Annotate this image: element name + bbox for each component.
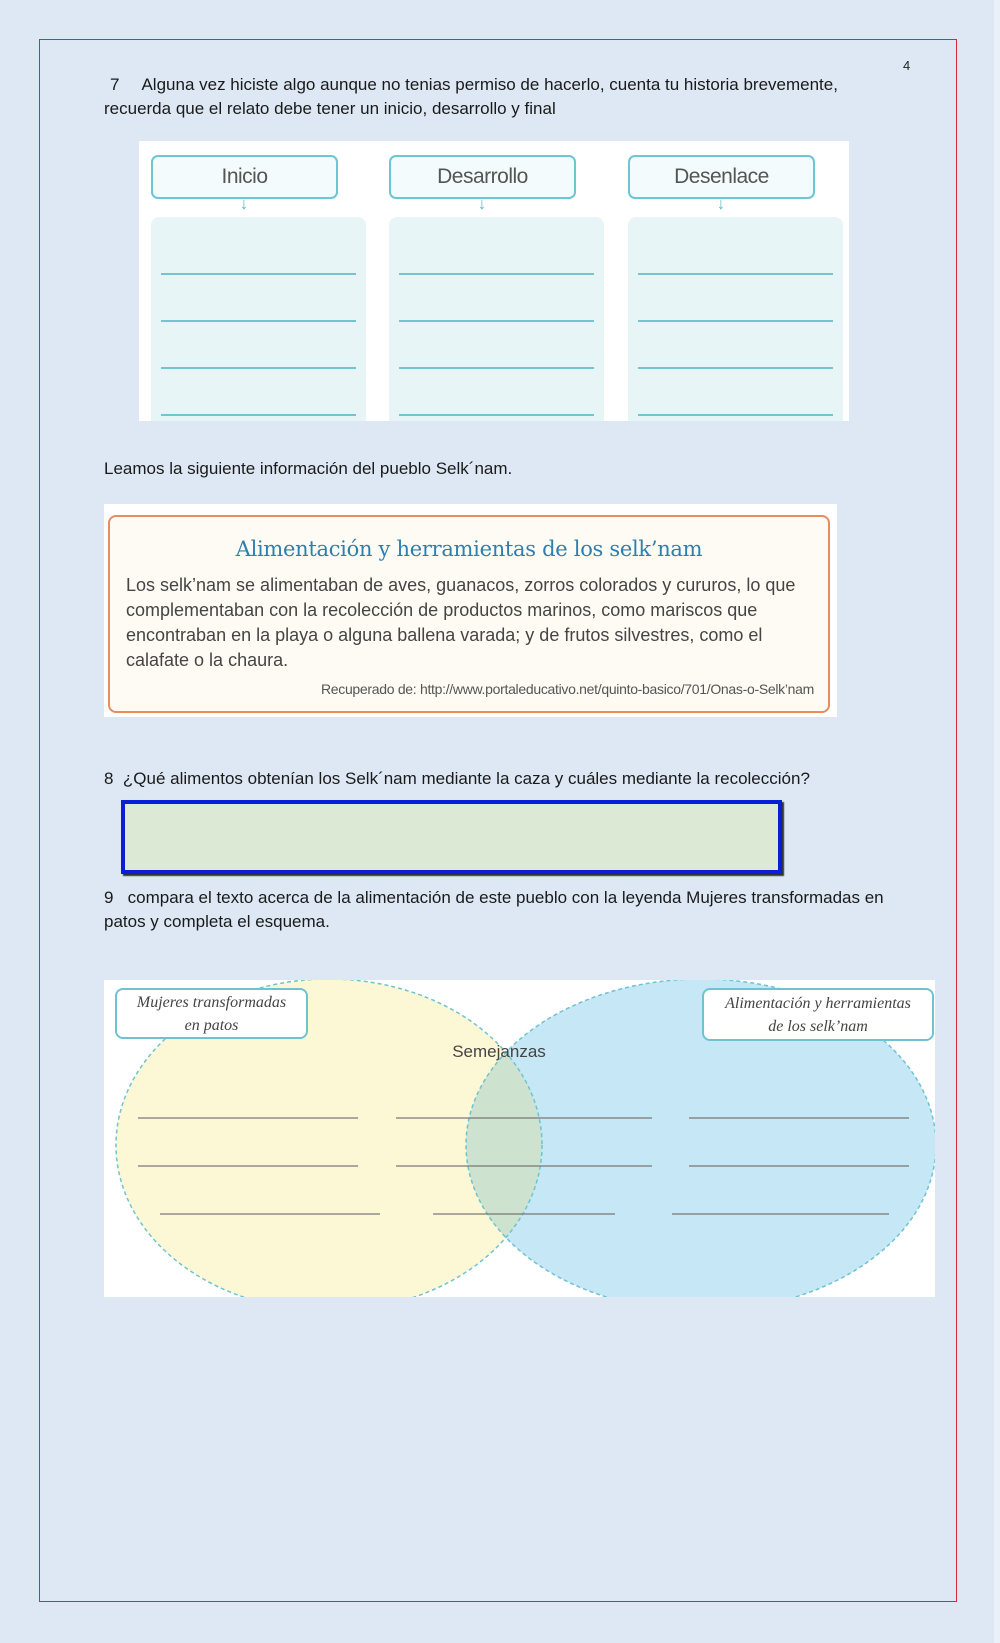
question-7-number: 7	[110, 75, 120, 94]
info-body: Los selk’nam se alimentaban de aves, guanacos, zorros colorados y cururos, lo que complementaban con la recolección de productos marinos, como mariscos que encontraban en la playa o alguna ballena varada; y de frutos silvestres, como el calafate o la chaura.	[126, 575, 796, 670]
writing-line	[638, 273, 833, 275]
story-header-inicio: Inicio	[151, 155, 338, 199]
question-8-text: ¿Qué alimentos obtenían los Selk´nam mediante la caza y cuáles mediante la recolección?	[122, 769, 810, 788]
reading-intro: Leamos la siguiente información del pueblo Selk´nam.	[104, 459, 513, 478]
page-number: 4	[903, 58, 911, 73]
story-diagram	[139, 141, 849, 421]
writing-line	[161, 367, 356, 369]
question-8	[104, 767, 934, 791]
venn-left-label	[115, 988, 308, 1039]
question-9-text: compara el texto acerca de la alimentación de este pueblo con la leyenda Mujeres transformadas en	[127, 888, 884, 907]
question-8-number: 8	[104, 769, 114, 788]
arrow-down-icon: ↓	[478, 196, 486, 213]
writing-line	[399, 367, 594, 369]
story-writing-area-desenlace[interactable]	[628, 217, 843, 421]
story-column-desenlace	[616, 141, 832, 421]
info-title: Alimentación y herramientas de los selk’nam	[235, 537, 703, 561]
writing-line	[638, 367, 833, 369]
writing-line	[161, 320, 356, 322]
story-column-inicio	[139, 141, 355, 421]
story-header-desenlace: Desenlace	[628, 155, 815, 199]
info-card-frame	[108, 515, 830, 713]
question-9	[104, 886, 934, 934]
arrow-down-icon: ↓	[240, 196, 248, 213]
story-column-desarrollo	[377, 141, 593, 421]
question-7-text-continued: recuerda que el relato debe tener un inicio, desarrollo y final	[104, 99, 556, 118]
venn-left-label-line2: en patos	[184, 1017, 239, 1034]
question-9-text-continued: patos y completa el esquema.	[104, 912, 330, 931]
writing-line	[399, 320, 594, 322]
info-source: Recuperado de: http://www.portaleducativo.net/quinto-basico/701/Onas-o-Selk’nam	[320, 681, 814, 697]
venn-right-label-line2: de los selk’nam	[768, 1018, 868, 1035]
story-writing-area-inicio[interactable]	[151, 217, 366, 421]
answer-input-8[interactable]	[121, 800, 782, 874]
arrow-down-icon: ↓	[717, 196, 725, 213]
writing-line	[399, 414, 594, 416]
writing-line	[161, 273, 356, 275]
question-9-number: 9	[104, 888, 114, 907]
writing-line	[638, 414, 833, 416]
venn-diagram	[104, 980, 935, 1297]
venn-left-label-line1: Mujeres transformadas	[136, 994, 287, 1011]
page-edge	[994, 0, 1000, 1643]
writing-line	[638, 320, 833, 322]
question-7	[104, 73, 934, 121]
writing-line	[399, 273, 594, 275]
story-writing-area-desarrollo[interactable]	[389, 217, 604, 421]
venn-right-label	[702, 988, 934, 1041]
story-header-desarrollo: Desarrollo	[389, 155, 576, 199]
venn-middle-label: Semejanzas	[452, 1042, 546, 1061]
info-card	[104, 504, 837, 717]
venn-right-label-line1: Alimentación y herramientas	[725, 995, 911, 1012]
writing-line	[161, 414, 356, 416]
question-7-text: Alguna vez hiciste algo aunque no tenias permiso de hacerlo, cuenta tu historia brevemente,	[141, 75, 838, 94]
